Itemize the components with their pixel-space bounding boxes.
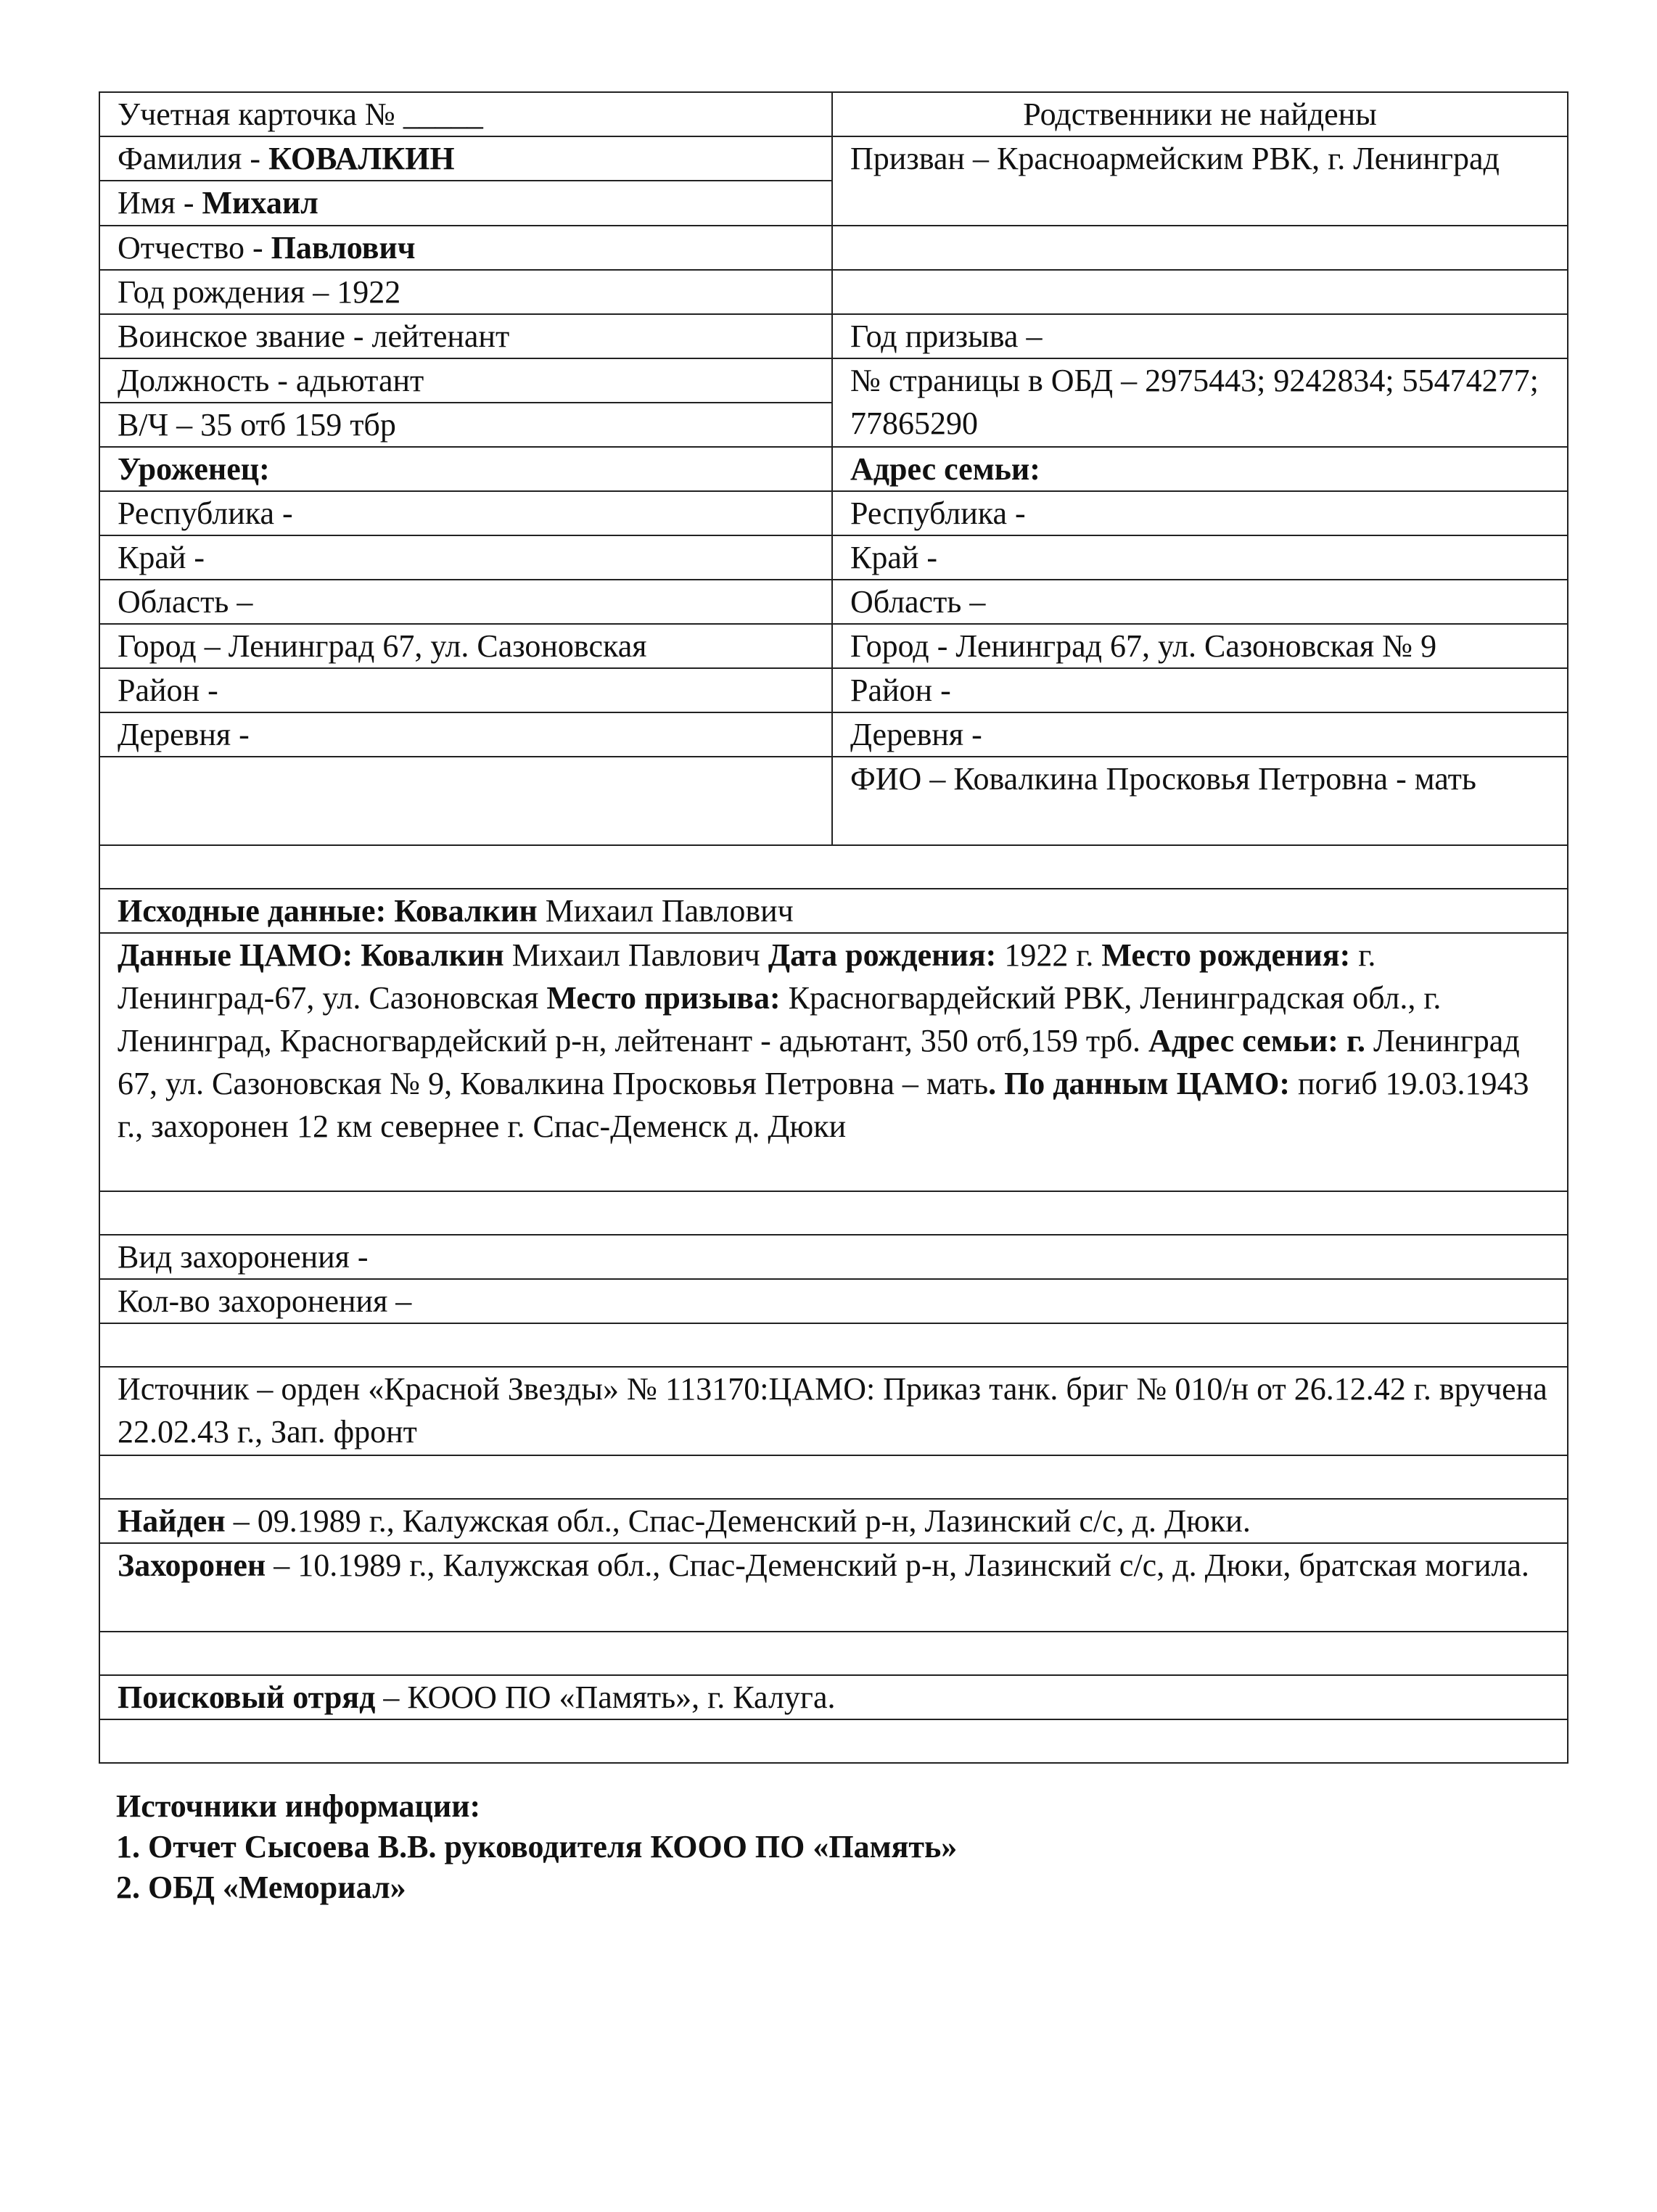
village-row xyxy=(99,712,1568,757)
spacer-row xyxy=(99,1323,1568,1367)
position-row xyxy=(99,358,1568,403)
tsamo-label: Данные ЦАМО: Ковалкин xyxy=(118,937,504,973)
search-team-cell xyxy=(99,1675,1568,1719)
surname-label: Фамилия - xyxy=(118,141,269,176)
buried-text: – 10.1989 г., Калужская обл., Спас-Деменский р-н, Лазинский с/с, д. Дюки, братская могила. xyxy=(266,1547,1529,1583)
family-city: Город - Ленинград 67, ул. Сазоновская № 9 xyxy=(832,624,1568,668)
surname-row xyxy=(99,136,1568,181)
record-card-table xyxy=(99,91,1568,1764)
found-text: – 09.1989 г., Калужская обл., Спас-Деменский р-н, Лазинский с/с, д. Дюки. xyxy=(225,1503,1251,1539)
native-city: Город – Ленинград 67, ул. Сазоновская xyxy=(99,624,832,668)
search-team-label: Поисковый отряд xyxy=(118,1679,376,1715)
unit: В/Ч – 35 отб 159 тбр xyxy=(99,403,832,447)
tsamo-row xyxy=(99,933,1568,1191)
burial-type: Вид захоронения - xyxy=(99,1235,1568,1279)
tsamo-birthplace: г. Ленинград-67, ул. Сазоновская xyxy=(118,937,1376,1016)
tsamo-birthplace-label: Место рождения: xyxy=(1101,937,1351,973)
search-team-text: – КООО ПО «Память», г. Калуга. xyxy=(375,1679,836,1715)
family-address-heading: Адрес семьи: xyxy=(832,447,1568,491)
tsamo-text: Михаил Павлович xyxy=(503,937,768,973)
source-item: 1. Отчет Сысоева В.В. руководителя КООО ПО «Память» xyxy=(116,1829,958,1864)
card-header-row xyxy=(99,92,1568,136)
relatives-note: Родственники не найдены xyxy=(832,92,1568,136)
drafted-cell: Призван – Красноармейским РВК, г. Ленинград xyxy=(832,136,1568,226)
burial-count-row xyxy=(99,1279,1568,1323)
oblast-row xyxy=(99,580,1568,624)
empty-cell xyxy=(99,757,832,845)
burial-count: Кол-во захоронения – xyxy=(99,1279,1568,1323)
burial-type-row xyxy=(99,1235,1568,1279)
fio-row xyxy=(99,757,1568,845)
award-source-row xyxy=(99,1367,1568,1455)
tsamo-cell xyxy=(99,933,1568,1191)
empty-cell xyxy=(832,226,1568,270)
surname-value: КОВАЛКИН xyxy=(268,141,455,176)
family-krai: Край - xyxy=(832,535,1568,580)
search-team-row xyxy=(99,1675,1568,1719)
tsamo-family-label: Адрес семьи: г. xyxy=(1148,1023,1365,1058)
spacer-row xyxy=(99,1455,1568,1499)
district-row xyxy=(99,668,1568,712)
sources-heading: Источники информации: xyxy=(116,1788,481,1824)
name-cell xyxy=(99,181,832,226)
spacer-row xyxy=(99,1632,1568,1675)
patronymic-cell xyxy=(99,226,832,270)
native-village: Деревня - xyxy=(99,712,832,757)
source-data-row xyxy=(99,889,1568,933)
found-row xyxy=(99,1499,1568,1543)
award-source: Источник – орден «Красной Звезды» № 113170:ЦАМО: Приказ танк. бриг № 010/н от 26.12.42 г. вручена 22.02.43 г., Зап. фронт xyxy=(99,1367,1568,1455)
tsamo-family: Ленинград 67, ул. Сазоновская № 9, Ковалкина Просковья Петровна – мать xyxy=(118,1023,1520,1101)
sources-section xyxy=(116,1786,1494,1908)
buried-cell xyxy=(99,1543,1568,1632)
family-district: Район - xyxy=(832,668,1568,712)
tsamo-draft-place-label: Место призыва: xyxy=(546,980,781,1016)
spacer-row xyxy=(99,845,1568,889)
spacer-row xyxy=(99,1719,1568,1763)
tsamo-birthdate: 1922 г. xyxy=(996,937,1102,973)
native-district: Район - xyxy=(99,668,832,712)
rank: Воинское звание - лейтенант xyxy=(99,314,832,358)
rank-row xyxy=(99,314,1568,358)
tsamo-draft-place: Красногвардейский РВК, Ленинградская обл., г. Ленинград, Красногвардейский р-н, лейтенант - адьютант, 350 отб,159 трб. xyxy=(118,980,1442,1058)
family-village: Деревня - xyxy=(832,712,1568,757)
birth-year: Год рождения – 1922 xyxy=(99,270,832,314)
patronymic-row xyxy=(99,226,1568,270)
source-item: 2. ОБД «Мемориал» xyxy=(116,1870,406,1905)
surname-cell xyxy=(99,136,832,181)
krai-row xyxy=(99,535,1568,580)
source-data-label: Исходные данные: Ковалкин xyxy=(118,893,538,929)
birth-year-row xyxy=(99,270,1568,314)
found-label: Найден xyxy=(118,1503,226,1539)
tsamo-fate-label: . По данным ЦАМО: xyxy=(988,1066,1290,1101)
buried-label: Захоронен xyxy=(118,1547,266,1583)
position: Должность - адьютант xyxy=(99,358,832,403)
family-fio: ФИО – Ковалкина Просковья Петровна - мать xyxy=(832,757,1568,845)
native-krai: Край - xyxy=(99,535,832,580)
republic-row xyxy=(99,491,1568,535)
obd-pages: № страницы в ОБД – 2975443; 9242834; 55474277; 77865290 xyxy=(832,358,1568,447)
source-data-value: Михаил Павлович xyxy=(537,893,794,929)
tsamo-birthdate-label: Дата рождения: xyxy=(768,937,997,973)
draft-year: Год призыва – xyxy=(832,314,1568,358)
spacer-row xyxy=(99,1191,1568,1235)
family-oblast: Область – xyxy=(832,580,1568,624)
patronymic-label: Отчество - xyxy=(118,230,271,266)
empty-cell xyxy=(832,270,1568,314)
native-republic: Республика - xyxy=(99,491,832,535)
patronymic-value: Павлович xyxy=(271,230,416,266)
buried-row xyxy=(99,1543,1568,1632)
family-republic: Республика - xyxy=(832,491,1568,535)
source-data-cell xyxy=(99,889,1568,933)
city-row xyxy=(99,624,1568,668)
name-label: Имя - xyxy=(118,185,202,221)
native-heading: Уроженец: xyxy=(99,447,832,491)
tsamo-fate: погиб 19.03.1943 г., захоронен 12 км севернее г. Спас-Деменск д. Дюки xyxy=(118,1066,1529,1144)
name-value: Михаил xyxy=(202,185,318,221)
found-cell xyxy=(99,1499,1568,1543)
native-oblast: Область – xyxy=(99,580,832,624)
card-number-label: Учетная карточка № _____ xyxy=(99,92,832,136)
headings-row xyxy=(99,447,1568,491)
